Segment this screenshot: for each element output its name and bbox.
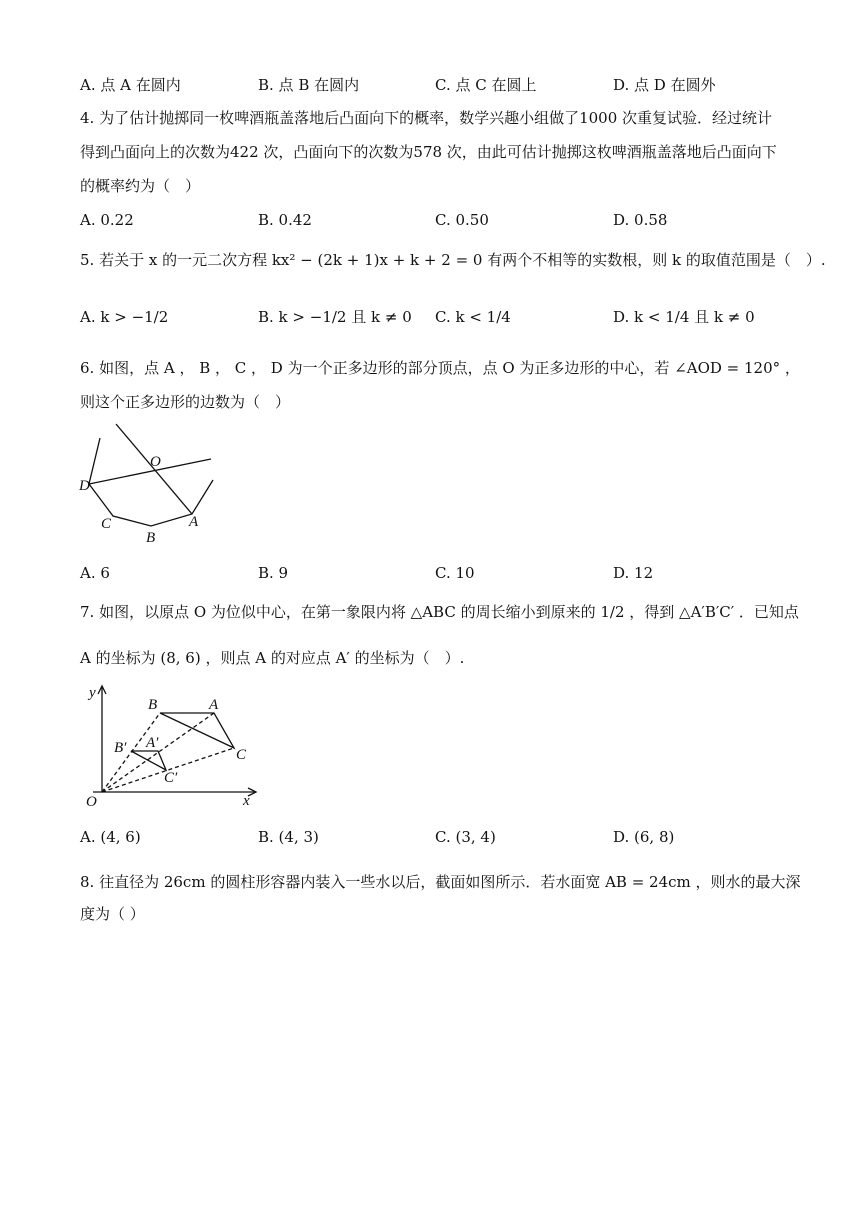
q6-line-2: 则这个正多边形的边数为（ ） [80, 393, 291, 411]
q4-line-2: 得到凸面向上的次数为422 次，凸面向下的次数为578 次，由此可估计抛掷这枚啤酒瓶盖落地后凸面向下 [80, 143, 777, 161]
q7-line-1: 7. 如图，以原点 O 为位似中心，在第一象限内将 △ABC 的周长缩小到原来的 1/2 ，得到 △A′B′C′ ．已知点 [80, 603, 799, 621]
q7-option-b: B. (4, 3) [258, 828, 319, 846]
q5-option-a: A. k > −1/2 [80, 308, 169, 326]
q5-option-c: C. k < 1/4 [435, 308, 511, 326]
q8-line-1: 8. 往直径为 26cm 的圆柱形容器内装入一些水以后，截面如图所示．若水面宽 AB = 24cm ，则水的最大深 [80, 873, 801, 891]
q4-line-1: 4. 为了估计抛掷同一枚啤酒瓶盖落地后凸面向下的概率，数学兴趣小组做了1000 次重复试验．经过统计 [80, 109, 773, 127]
q4-line-3: 的概率约为（ ） [80, 177, 201, 195]
q6-option-c: C. 10 [435, 564, 475, 582]
q3-option-d: D. 点 D 在圆外 [613, 76, 716, 94]
q6-label-c: C [101, 516, 112, 532]
q7-label-b: B [148, 697, 158, 713]
q3-option-b: B. 点 B 在圆内 [258, 76, 360, 94]
q7-label-x: x [243, 793, 250, 809]
q7-line-2: A 的坐标为 (8, 6) ，则点 A 的对应点 A′ 的坐标为（ ）. [80, 649, 465, 667]
q7-label-c-prime: C′ [164, 770, 178, 786]
q6-line-1: 6. 如图，点 A ， B ， C ， D 为一个正多边形的部分顶点，点 O 为正多边形的中心，若 ∠AOD = 120° ， [80, 359, 800, 377]
q6-label-d: D [79, 478, 90, 494]
q7-label-o: O [86, 794, 97, 810]
q7-label-b-prime: B′ [114, 740, 127, 756]
q7-label-a: A [209, 697, 219, 713]
q6-label-o: O [150, 454, 161, 470]
q7-option-d: D. (6, 8) [613, 828, 675, 846]
q5-option-b: B. k > −1/2 且 k ≠ 0 [258, 308, 412, 326]
q7-coordinate-figure [78, 682, 268, 812]
q7-option-c: C. (3, 4) [435, 828, 496, 846]
q6-option-b: B. 9 [258, 564, 289, 582]
q4-option-d: D. 0.58 [613, 211, 668, 229]
q7-option-a: A. (4, 6) [80, 828, 141, 846]
q4-option-b: B. 0.42 [258, 211, 312, 229]
q3-option-c: C. 点 C 在圆上 [435, 76, 537, 94]
q7-label-a-prime: A′ [146, 735, 159, 751]
q6-label-a: A [189, 514, 199, 530]
q7-label-y: y [89, 685, 96, 701]
q4-option-a: A. 0.22 [80, 211, 134, 229]
q6-option-d: D. 12 [613, 564, 654, 582]
q6-option-a: A. 6 [80, 564, 110, 582]
q4-option-c: C. 0.50 [435, 211, 489, 229]
q6-polygon-edges [89, 438, 213, 526]
q8-line-2: 度为（ ） [80, 905, 145, 923]
q5-option-d: D. k < 1/4 且 k ≠ 0 [613, 308, 755, 326]
q6-polygon-figure [76, 420, 226, 560]
q7-dash-ob [102, 713, 160, 792]
q6-label-b: B [146, 530, 156, 546]
q3-option-a: A. 点 A 在圆内 [80, 76, 181, 94]
q5-question: 5. 若关于 x 的一元二次方程 kx² − (2k + 1)x + k + 2 = 0 有两个不相等的实数根，则 k 的取值范围是（ ）. [80, 251, 826, 269]
q7-label-c: C [236, 747, 247, 763]
